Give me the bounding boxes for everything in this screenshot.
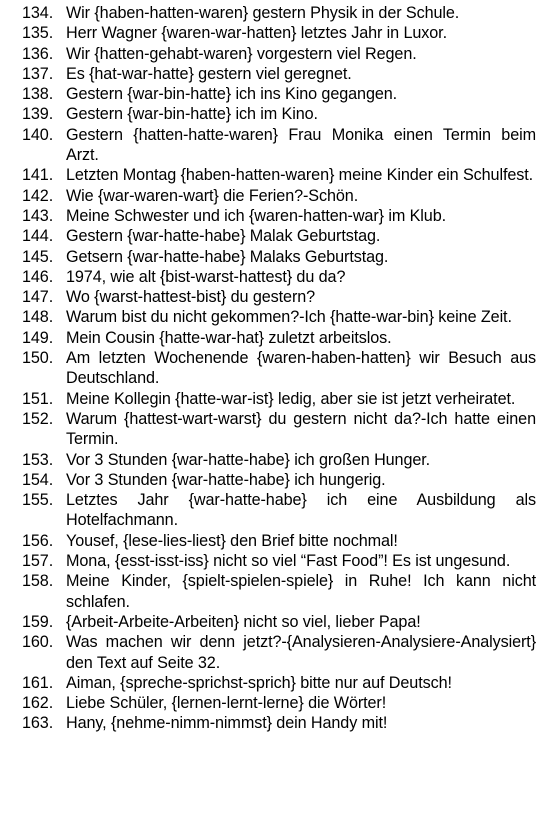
list-item (22, 632, 536, 673)
item-text: {Arbeit-Arbeite-Arbeiten} nicht so viel, lieber Papa! (66, 612, 421, 631)
list-item (22, 409, 536, 450)
item-text: Wie {war-waren-wart} die Ferien?-Schön. (66, 186, 359, 205)
item-text: Hany, {nehme-nimm-nimmst} dein Handy mit! (66, 714, 388, 733)
item-number: 155. (22, 491, 54, 510)
item-number: 156. (22, 531, 54, 550)
list-item (22, 571, 536, 612)
list-item (22, 165, 536, 185)
item-text: Warum {hattest-wart-warst} du gestern nicht da?-Ich hatte einen Termin. (66, 409, 536, 449)
item-number: 144. (22, 227, 54, 246)
item-number: 137. (22, 64, 54, 83)
item-number: 154. (22, 470, 54, 489)
item-number: 157. (22, 552, 54, 571)
item-text: Mona, {esst-isst-iss} nicht so viel “Fast Food”! Es ist ungesund. (66, 552, 511, 571)
item-number: 163. (22, 714, 54, 733)
item-text: Wo {warst-hattest-bist} du gestern? (66, 288, 316, 307)
item-text: Meine Kinder, {spielt-spielen-spiele} in Ruhe! Ich kann nicht schlafen. (66, 572, 536, 611)
item-text: Vor 3 Stunden {war-hatte-habe} ich großen Hunger. (66, 450, 431, 469)
item-number: 134. (22, 4, 54, 22)
item-text: Meine Kollegin {hatte-war-ist} ledig, aber sie ist jetzt verheiratet. (66, 389, 516, 408)
list-item (22, 307, 536, 327)
item-text: Letzten Montag {haben-hatten-waren} meine Kinder ein Schulfest. (66, 166, 534, 185)
list-item (22, 713, 536, 733)
item-number: 139. (22, 105, 54, 124)
list-item (22, 206, 536, 226)
item-text: Warum bist du nicht gekommen?-Ich {hatte-war-bin} keine Zeit. (66, 308, 512, 327)
list-item (22, 125, 536, 166)
item-number: 150. (22, 349, 54, 368)
list-item (22, 693, 536, 713)
item-number: 148. (22, 308, 54, 327)
item-text: Herr Wagner {waren-war-hatten} letztes Jahr in Luxor. (66, 24, 447, 43)
list-item (22, 490, 536, 531)
item-text: Es {hat-war-hatte} gestern viel geregnet. (66, 64, 352, 83)
item-number: 159. (22, 612, 54, 631)
item-number: 162. (22, 694, 54, 713)
item-number: 141. (22, 166, 54, 185)
list-item (22, 247, 536, 267)
item-number: 138. (22, 85, 54, 104)
list-item (22, 287, 536, 307)
list-item (22, 23, 536, 43)
item-number: 145. (22, 247, 54, 266)
item-text: Gestern {war-bin-hatte} ich im Kino. (66, 105, 318, 124)
item-text: Getsern {war-hatte-habe} Malaks Geburtstag. (66, 247, 389, 266)
item-number: 149. (22, 328, 54, 347)
list-item (22, 226, 536, 246)
item-text: Gestern {war-hatte-habe} Malak Geburtstag. (66, 227, 381, 246)
item-text: Gestern {hatten-hatte-waren} Frau Monika einen Termin beim Arzt. (66, 125, 536, 165)
item-number: 140. (22, 125, 54, 144)
exercise-list (22, 3, 536, 734)
item-number: 161. (22, 673, 54, 692)
item-number: 147. (22, 288, 54, 307)
item-number: 143. (22, 206, 54, 225)
list-item (22, 450, 536, 470)
list-item (22, 673, 536, 693)
item-text: Meine Schwester und ich {waren-hatten-war} im Klub. (66, 206, 446, 225)
list-item (22, 470, 536, 490)
list-item (22, 612, 536, 632)
item-text: Aiman, {spreche-sprichst-sprich} bitte nur auf Deutsch! (66, 673, 452, 692)
list-item (22, 104, 536, 124)
item-text: Liebe Schüler, {lernen-lernt-lerne} die Wörter! (66, 694, 387, 713)
item-number: 160. (22, 633, 54, 652)
list-item (22, 551, 536, 571)
list-item (22, 186, 536, 206)
list-item (22, 348, 536, 389)
list-item (22, 267, 536, 287)
item-text: Gestern {war-bin-hatte} ich ins Kino gegangen. (66, 85, 398, 104)
item-number: 135. (22, 24, 54, 43)
item-text: Was machen wir denn jetzt?-{Analysieren-Analysiere-Analysiert} den Text auf Seite 32. (66, 633, 536, 672)
item-text: Wir {haben-hatten-waren} gestern Physik in der Schule. (66, 4, 460, 22)
list-item (22, 64, 536, 84)
item-text: 1974, wie alt {bist-warst-hattest} du da? (66, 267, 346, 286)
item-text: Wir {hatten-gehabt-waren} vorgestern viel Regen. (66, 44, 417, 63)
item-text: Vor 3 Stunden {war-hatte-habe} ich hungerig. (66, 470, 386, 489)
list-item (22, 84, 536, 104)
item-number: 153. (22, 450, 54, 469)
item-text: Am letzten Wochenende {waren-haben-hatten} wir Besuch aus Deutschland. (66, 349, 536, 388)
item-number: 142. (22, 186, 54, 205)
item-text: Yousef, {lese-lies-liest} den Brief bitte nochmal! (66, 531, 398, 550)
item-text: Mein Cousin {hatte-war-hat} zuletzt arbeitslos. (66, 328, 392, 347)
item-text: Letztes Jahr {war-hatte-habe} ich eine Ausbildung als Hotelfachmann. (66, 491, 536, 530)
item-number: 158. (22, 572, 54, 591)
list-item (22, 3, 536, 23)
item-number: 146. (22, 267, 54, 286)
item-number: 152. (22, 409, 54, 428)
list-item (22, 328, 536, 348)
list-item (22, 44, 536, 64)
list-item (22, 531, 536, 551)
list-item (22, 389, 536, 409)
item-number: 151. (22, 389, 54, 408)
item-number: 136. (22, 44, 54, 63)
